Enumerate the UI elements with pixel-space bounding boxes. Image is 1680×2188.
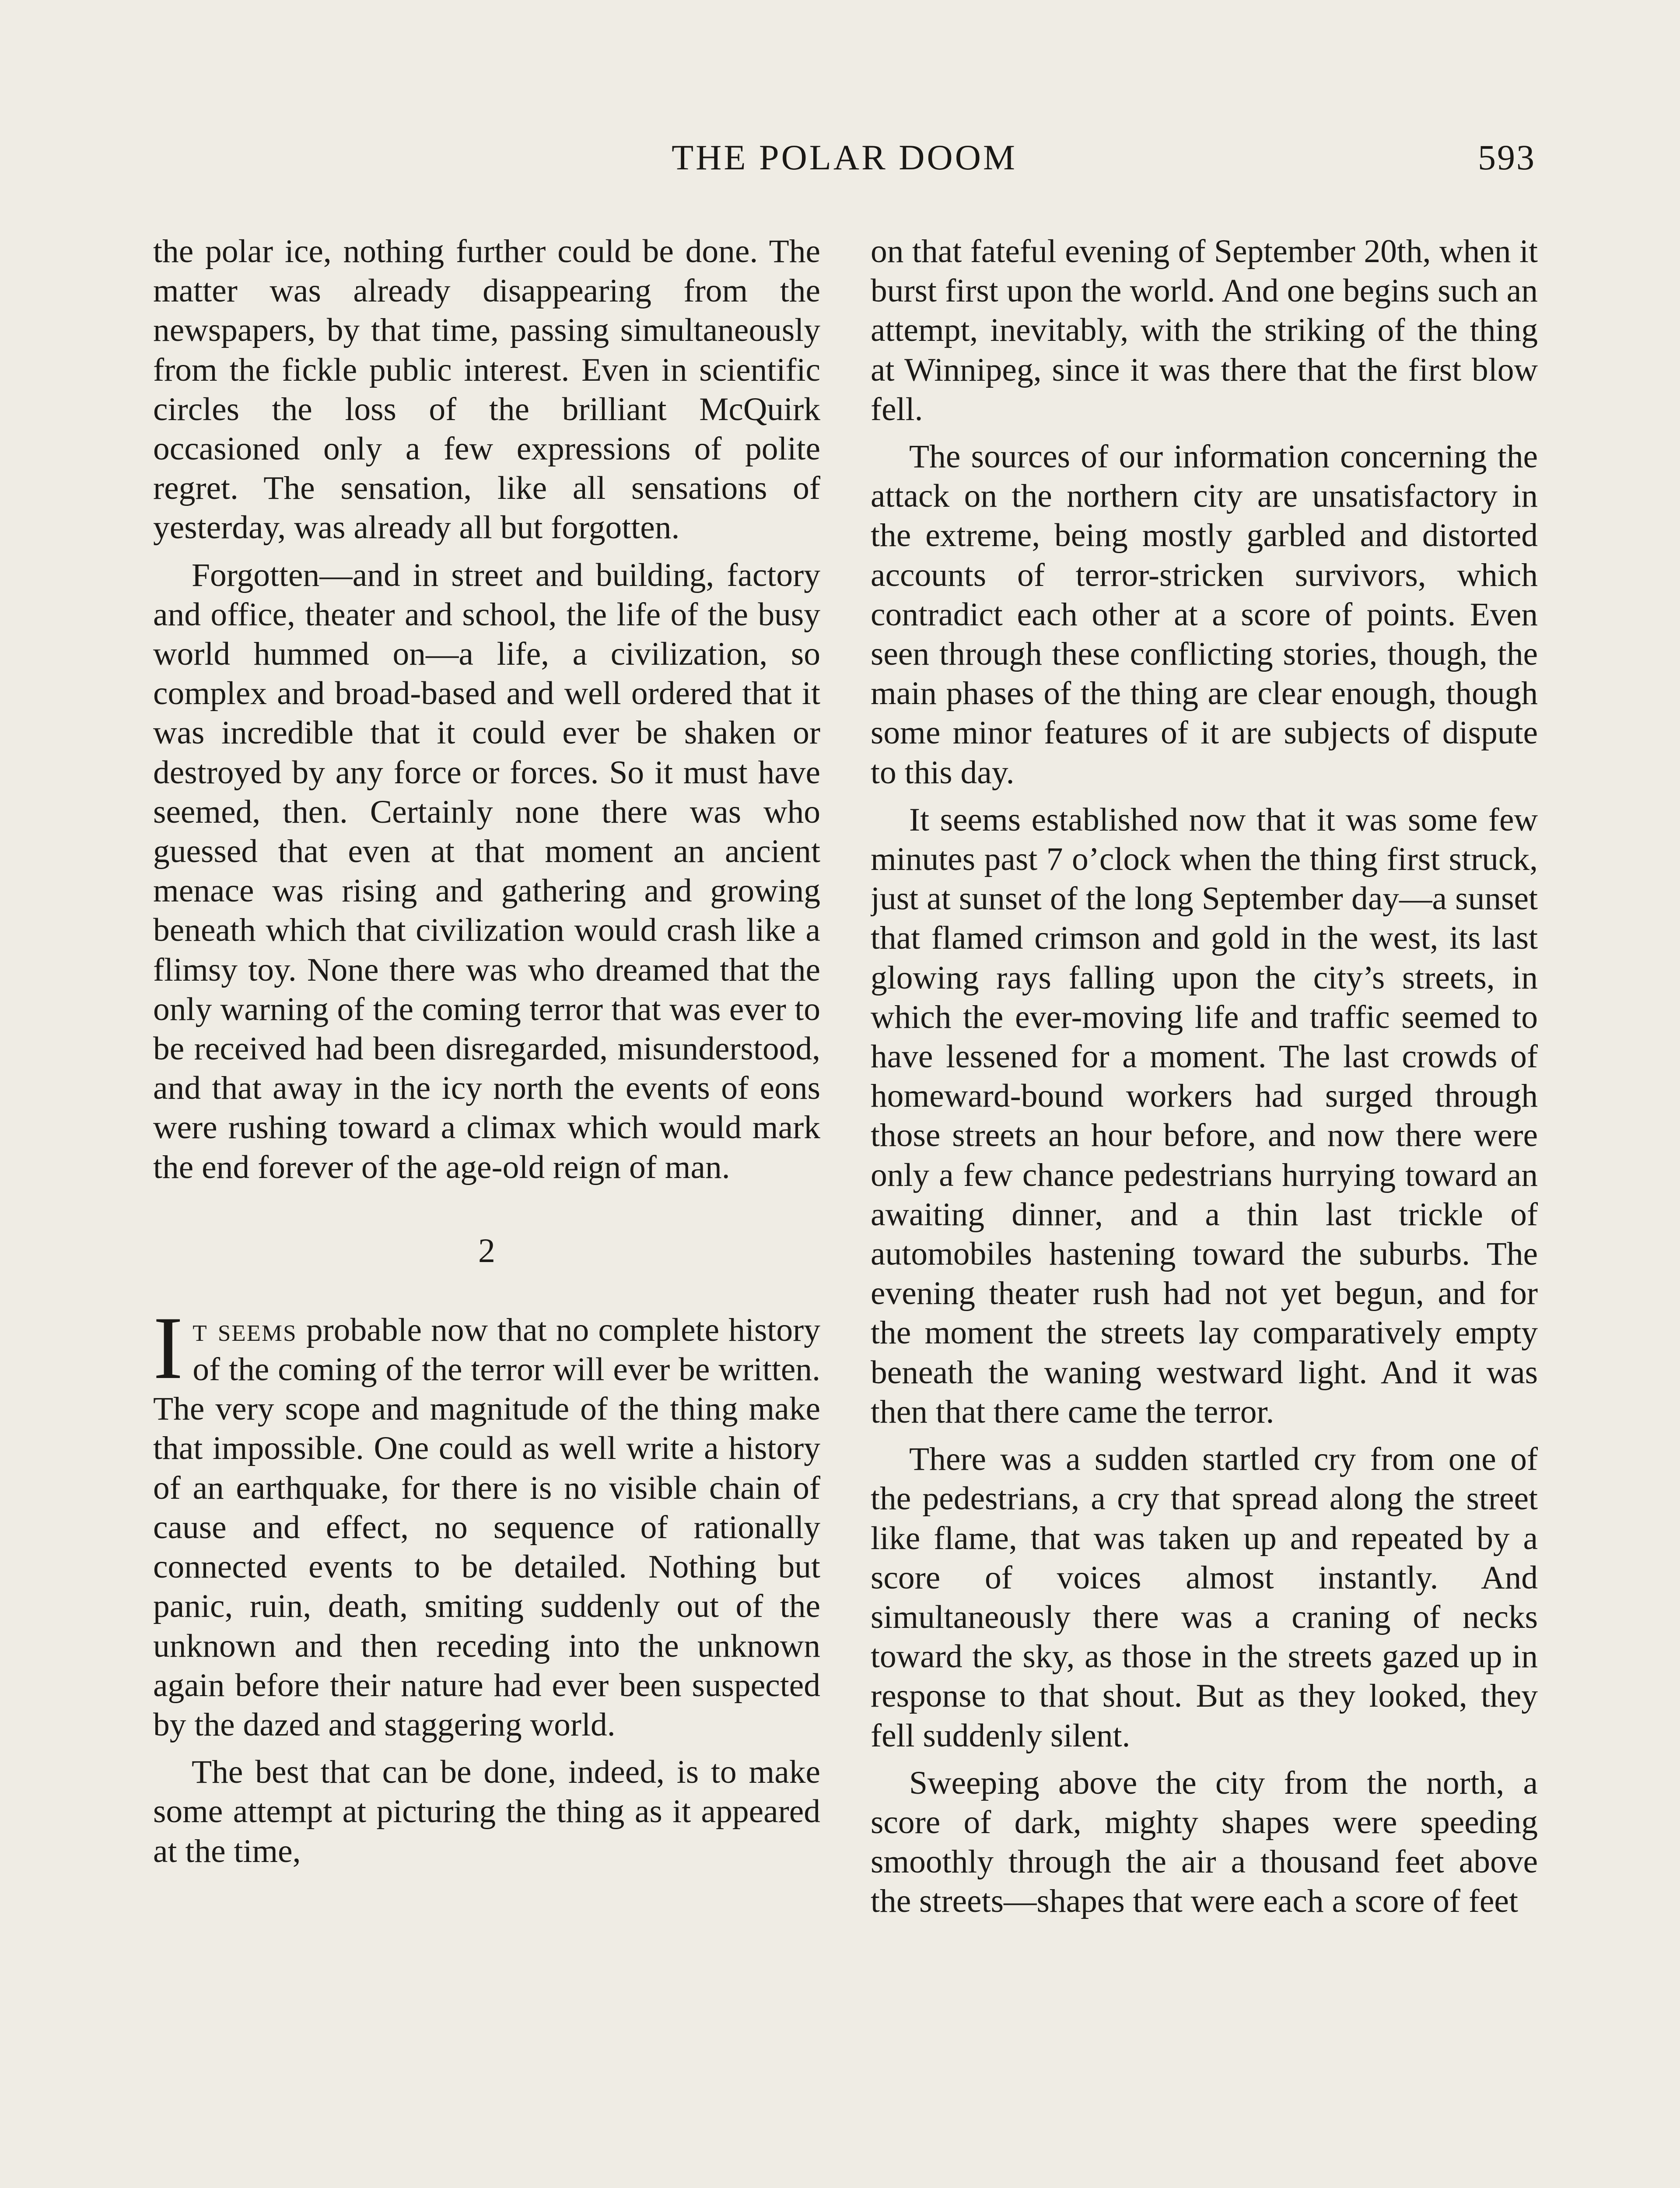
section-number: 2 — [478, 1231, 495, 1269]
drop-cap: I — [153, 1298, 183, 1398]
paragraph-text: probable now that no complete history of the coming of the terror will ever be written. The very scope and magnitude of the thing make that impossible. One could as well write a history of an earthquake, for there is no visible chain of cause and effect, no sequence of rationally connected events to be detailed. Nothing but panic, ruin, death, smiting suddenly out of the unknown and then receding into the unknown again before their nature had ever been suspected by the dazed and staggering world. — [153, 1311, 820, 1743]
running-head — [153, 131, 1536, 184]
paragraph: the polar ice, nothing further could be done. The matter was already disappearing from the newspapers, by that time, passing simultaneously from the fickle public interest. Even in scientific circles the loss of the brilliant McQuirk occasioned only a few expressions of polite regret. The sensation, like all sensations of yesterday, was already all but forgotten. — [153, 233, 820, 546]
paragraph: The sources of our information concerning the attack on the northern city are unsatisfactory in the extreme, being mostly garbled and distorted accounts of terror-stricken survivors, which contradict each other at a score of points. Even seen through these conflicting stories, though, the main phases of the thing are clear enough, though some minor features of it are subjects of dispute to this day. — [871, 438, 1538, 791]
paragraph: on that fateful evening of September 20th, when it burst first upon the world. And one begins such an attempt, inevitably, with the striking of the thing at Winnipeg, since it was there that the first blow fell. — [871, 233, 1538, 428]
paragraph: Forgotten—and in street and building, factory and office, theater and school, the life of the busy world hummed on—a life, a civilization, so complex and broad-based and well ordered that it was incredible that it could ever be shaken or destroyed by any force or forces. So it must have seemed, then. Certainly none there was who guessed that even at that moment an ancient menace was rising and gathering and growing beneath which that civilization would crash like a flimsy toy. None there was who dreamed that the only warning of the coming terror that was ever to be received had been disregarded, misunderstood, and that away in the icy north the events of eons were rushing toward a climax which would mark the end forever of the age-old reign of man. — [153, 557, 820, 1185]
running-title: THE POLAR DOOM — [672, 137, 1017, 177]
paragraph: Sweeping above the city from the north, a score of dark, mighty shapes were speeding smoothly through the air a thousand feet above the streets—shapes that were each a score of feet — [871, 1764, 1538, 1920]
paragraph: It seems established now that it was some few minutes past 7 o’clock when the thing first struck, just at sunset of the long September day—a sunset that flamed crimson and gold in the west, its last glowing rays falling upon the city’s streets, in which the ever-moving life and traffic seemed to have lessened for a moment. The last crowds of homeward-bound workers had surged through those streets an hour before, and now there were only a few chance pedestrians hurrying toward an awaiting dinner, and a thin last trickle of automobiles hastening toward the suburbs. The evening theater rush had not yet begun, and for the moment the streets lay comparatively empty beneath the waning westward light. And it was then that there came the terror. — [871, 801, 1538, 1430]
right-column — [871, 232, 1538, 2188]
left-column — [153, 232, 820, 2188]
paragraph: There was a sudden startled cry from one of the pedestrians, a cry that spread along the street like flame, that was taken up and repeated by a score of voices almost instantly. And simultaneously there was a craning of necks toward the sky, as those in the streets gazed up in response to that shout. But as they looked, they fell suddenly silent. — [871, 1441, 1538, 1754]
opening-paragraph — [153, 1298, 820, 1745]
small-caps-lead: t seems — [192, 1311, 297, 1348]
paragraph: The best that can be done, indeed, is to make some attempt at picturing the thing as it appeared at the time, — [153, 1754, 820, 1869]
page-number: 593 — [1478, 137, 1536, 177]
